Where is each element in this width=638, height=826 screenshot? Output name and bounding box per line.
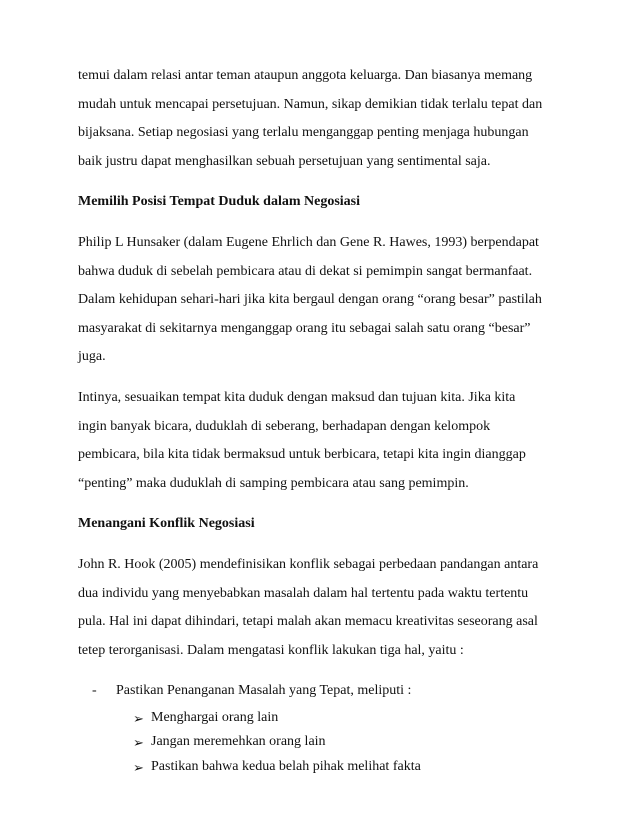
text-line: tetep terorganisasi. Dalam mengatasi konflik lakukan tiga hal, yaitu : (78, 642, 464, 658)
text-line: baik justru dapat menghasilkan sebuah persetujuan yang sentimental saja. (78, 153, 491, 169)
arrow-bullet-icon: ➢ (133, 710, 144, 726)
text-line: John R. Hook (2005) mendefinisikan konflik sebagai perbedaan pandangan antara (78, 556, 539, 572)
document-page (78, 62, 568, 779)
text-line: masyarakat di sekitarnya menganggap orang itu sebagai salah satu orang “besar” (78, 320, 531, 336)
text-line: bahwa duduk di sebelah pembicara atau di dekat si pemimpin sangat bermanfaat. (78, 263, 533, 279)
list-item (78, 706, 568, 731)
text-line: “penting” maka duduklah di samping pembicara atau sang pemimpin. (78, 475, 469, 491)
text-line: dua individu yang menyebabkan masalah dalam hal tertentu pada waktu tertentu (78, 585, 529, 601)
list-item (78, 730, 568, 755)
list-item-label: Pastikan Penanganan Masalah yang Tepat, meliputi : (116, 683, 412, 699)
text-line: pula. Hal ini dapat dihindari, tetapi malah akan memacu kreativitas seseorang asal (78, 614, 538, 630)
list-item (78, 755, 568, 780)
text-line: Dalam kehidupan sehari-hari jika kita bergaul dengan orang “orang besar” pastilah (78, 292, 542, 308)
heading-posisi-duduk: Memilih Posisi Tempat Duduk dalam Negosiasi (78, 194, 360, 210)
paragraph-hunsaker (78, 229, 568, 372)
text-line: mudah untuk mencapai persetujuan. Namun, sikap demikian tidak terlalu tepat dan (78, 96, 543, 112)
sub-item-label: Pastikan bahwa kedua belah pihak melihat fakta (151, 758, 421, 774)
sub-item-label: Jangan meremehkan orang lain (151, 734, 326, 750)
sub-list (78, 706, 568, 780)
text-line: bijaksana. Setiap negosiasi yang terlalu menganggap penting menjaga hubungan (78, 125, 529, 141)
text-line: juga. (78, 349, 106, 365)
text-line: pembicara, bila kita tidak bermaksud untuk berbicara, tetapi kita ingin dianggap (78, 447, 526, 463)
heading-konflik: Menangani Konflik Negosiasi (78, 516, 255, 532)
dash-bullet-icon: - (92, 683, 97, 699)
text-line: ingin banyak bicara, duduklah di seberang, berhadapan dengan kelompok (78, 418, 491, 434)
text-line: temui dalam relasi antar teman ataupun anggota keluarga. Dan biasanya memang (78, 68, 533, 83)
arrow-bullet-icon: ➢ (133, 759, 144, 775)
paragraph-intinya (78, 384, 568, 498)
paragraph-relasi (78, 62, 568, 176)
text-line: Intinya, sesuaikan tempat kita duduk dengan maksud dan tujuan kita. Jika kita (78, 389, 516, 405)
sub-item-label: Menghargai orang lain (151, 709, 279, 725)
text-line: Philip L Hunsaker (dalam Eugene Ehrlich dan Gene R. Hawes, 1993) berpendapat (78, 234, 539, 250)
arrow-bullet-icon: ➢ (133, 735, 144, 751)
list-item-penanganan (78, 677, 568, 706)
paragraph-hook (78, 551, 568, 665)
